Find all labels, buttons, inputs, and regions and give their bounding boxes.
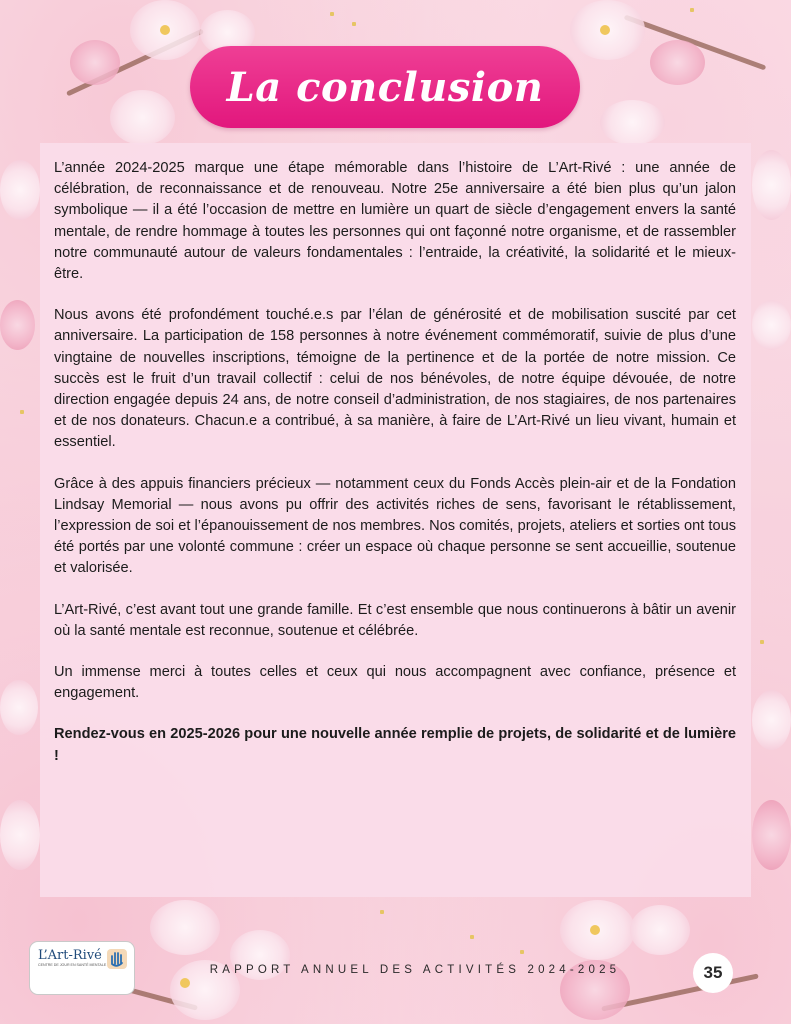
blossom-icon xyxy=(752,150,791,220)
gold-fleck xyxy=(690,8,694,12)
blossom-center xyxy=(160,25,170,35)
paragraph: Un immense merci à toutes celles et ceux qui nous accompagnent avec confiance, présence et engagement. xyxy=(54,664,736,702)
blossom-icon xyxy=(650,40,705,85)
title-banner xyxy=(190,46,580,128)
blossom-icon xyxy=(0,680,38,735)
gold-fleck xyxy=(470,935,474,939)
blossom-icon xyxy=(0,160,40,220)
blossom-center xyxy=(600,25,610,35)
logo-tagline: CENTRE DE JOUR EN SANTÉ MENTALE xyxy=(38,963,107,967)
blossom-icon xyxy=(110,90,175,145)
page-number: 35 xyxy=(693,953,733,993)
paragraph: Nous avons été profondément touché.e.s par l’élan de générosité et de mobilisation suscité par cet anniversaire. La participation de 158 personnes à notre événement commémoratif, suivie de plus d’une vingtaine de nouvelles inscriptions, témoigne de la pertinence et de la portée de notre mission. Ce succès est le fruit d’un travail collectif : celui de nos bénévoles, de notre équipe dévouée, de notre direction engagée depuis 24 ans, de notre conseil d’administration, de nos stagiaires, de nos partenaires et de nos donateurs. Chacun.e a contribué, à sa manière, à faire de L’Art-Rivé un lieu vivant, humain et essentiel. xyxy=(54,307,736,451)
hand-icon xyxy=(106,948,128,970)
blossom-center xyxy=(180,978,190,988)
gold-fleck xyxy=(760,640,764,644)
logo-name: L’Art-Rivé xyxy=(38,948,102,963)
paragraph: Grâce à des appuis financiers précieux — notamment ceux du Fonds Accès plein-air et de la Fondation Lindsay Memorial — nous avons pu offrir des activités riches de sens, favorisant le rétablissement, l’expression de soi et l’épanouissement de nos membres. Nos comités, projets, ateliers et sorties ont tous été portés par une volonté commune : créer un espace où chaque personne se sent accueillie, soutenue et valorisée. xyxy=(54,475,736,577)
blossom-icon xyxy=(752,800,791,870)
blossom-center xyxy=(590,925,600,935)
gold-fleck xyxy=(20,410,24,414)
blossom-icon xyxy=(752,690,791,750)
paragraph: L’Art-Rivé, c’est avant tout une grande famille. Et c’est ensemble que nous continuerons à bâtir un avenir où la santé mentale est reconnue, soutenue et célébrée. xyxy=(54,601,736,639)
blossom-icon xyxy=(0,800,40,870)
gold-fleck xyxy=(330,12,334,16)
blossom-icon xyxy=(70,40,120,85)
blossom-icon xyxy=(600,100,665,145)
blossom-icon xyxy=(0,300,35,350)
blossom-icon xyxy=(150,900,220,955)
organization-logo xyxy=(29,941,135,995)
gold-fleck xyxy=(352,22,356,26)
paragraph: L’année 2024-2025 marque une étape mémorable dans l’histoire de L’Art-Rivé : une année de célébration, de reconnaissance et de renouveau. Notre 25e anniversaire a été bien plus qu’un jalon symbolique — il a été l’occasion de mettre en lumière un quart de siècle d’engagement envers la santé mentale, de rendre hommage à toutes les personnes qui ont façonné notre organisme, et de rassembler notre communauté autour de valeurs fondamentales : l’entraide, la créativité, la solidarité et le mieux-être. xyxy=(54,160,736,283)
blossom-icon xyxy=(630,905,690,955)
gold-fleck xyxy=(520,950,524,954)
gold-fleck xyxy=(380,910,384,914)
closing-statement: Rendez-vous en 2025-2026 pour une nouvelle année remplie de projets, de solidarité et de lumière ! xyxy=(54,726,736,764)
report-title: RAPPORT ANNUEL DES ACTIVITÉS 2024-2025 xyxy=(209,964,621,976)
page-title: La conclusion xyxy=(226,63,544,111)
blossom-icon xyxy=(752,300,791,350)
conclusion-panel xyxy=(40,143,751,897)
